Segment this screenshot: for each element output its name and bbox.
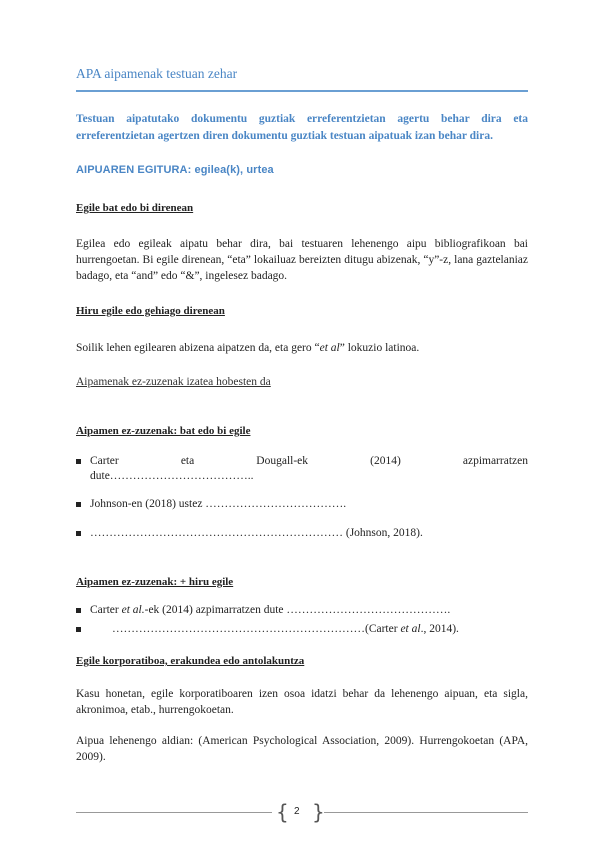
page-header-title: APA aipamenak testuan zehar [76, 66, 238, 81]
bullet-square-icon [76, 502, 81, 507]
structure-heading: AIPUAREN EGITURA: egilea(k), urtea [76, 164, 274, 176]
intro-paragraph: Testuan aipatutako dokumentu guztiak erreferentzietan agertu behar dira eta erreferentzietan agertzen diren dokumentu guztiak testuan aipatuak izan behar dira. [76, 113, 528, 142]
section-body-one-two-authors: Egilea edo egileak aipatu behar dira, bai testuaren lehenengo aipu bibliografikoan bai hurrengoetan. Bi egile direnean, “eta” lokailuaz bereizten ditugu abizenak, “y”-z, lana gaztelaniaz badago, eta “and” edo “&”, ingelesez badago. [76, 238, 528, 282]
list-item: Carter eta Dougall-ek (2014) azpimarratzen dute……………………………….. [76, 454, 528, 484]
section-body-three-plus-authors: Soilik lehen egilearen abizena aipatzen da, eta gero “et al” lokuzio latinoa. [76, 342, 420, 354]
section-heading-indirect-one-two: Aipamen ez-zuzenak: bat edo bi egile [76, 425, 251, 437]
header-divider [76, 90, 528, 92]
section-body-corporate-2: Aipua lehenengo aldian: (American Psychological Association, 2009). Hurrengokoetan (APA, 2009). [76, 735, 528, 763]
bullet-square-icon [76, 627, 81, 632]
preference-note: Aipamenak ez-zuzenak izatea hobesten da [76, 376, 271, 388]
footer-rule-right [324, 812, 528, 813]
bullet-square-icon [76, 608, 81, 613]
right-brace-icon: } [312, 800, 325, 824]
page-number: 2 [294, 806, 300, 817]
section-heading-indirect-three-plus: Aipamen ez-zuzenak: + hiru egile [76, 576, 234, 588]
left-brace-icon: { [276, 800, 289, 824]
section-heading-one-two-authors: Egile bat edo bi direnean [76, 202, 194, 214]
footer-rule-left [76, 812, 272, 813]
bullet-square-icon [76, 459, 81, 464]
section-body-corporate-1: Kasu honetan, egile korporatiboaren izen osoa idatzi behar da lehenengo aipuan, eta sigla, akronimoa, etab., hurrengokoetan. [76, 688, 528, 716]
et-al-italic: et al [319, 342, 340, 354]
section-heading-three-plus-authors: Hiru egile edo gehiago direnean [76, 305, 225, 317]
section-heading-corporate-author: Egile korporatiboa, erakundea edo antolakuntza [76, 655, 305, 667]
bullet-square-icon [76, 531, 81, 536]
